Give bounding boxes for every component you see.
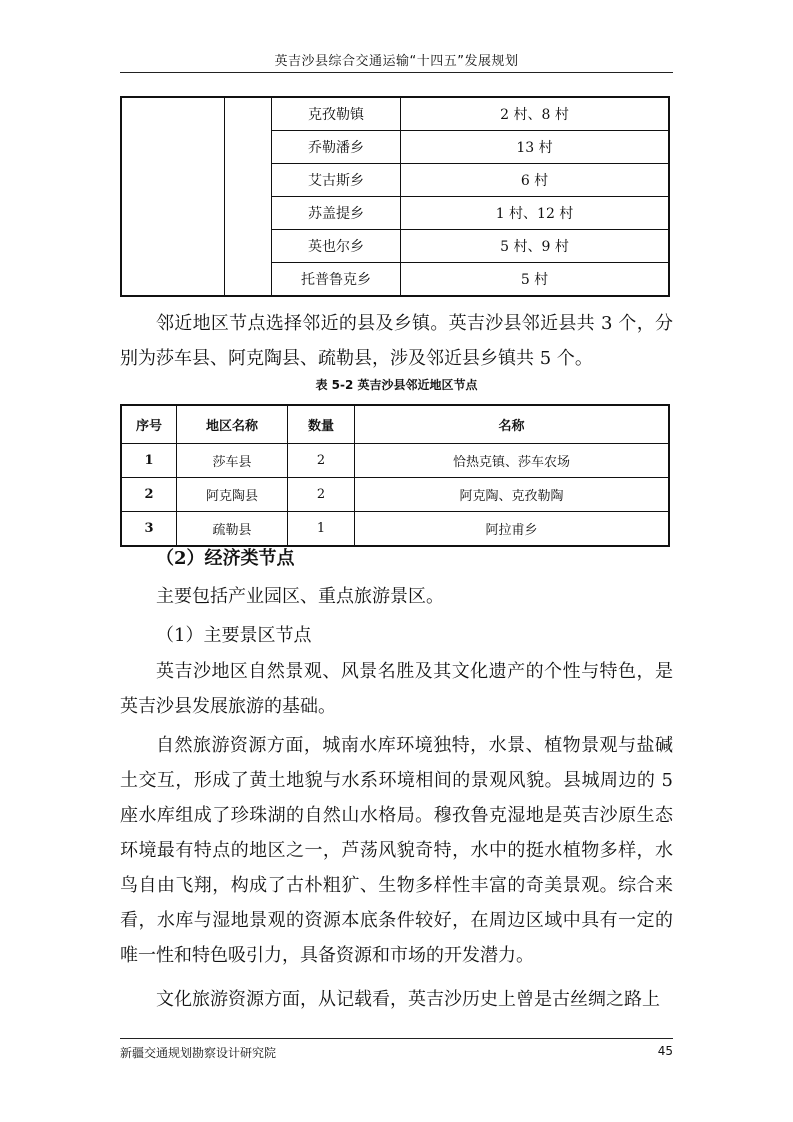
row-region: 阿克陶县	[177, 478, 288, 512]
row-no: 2	[121, 478, 177, 512]
footer-rule	[120, 1038, 673, 1039]
section-heading: （2）经济类节点	[156, 548, 295, 569]
row-no: 3	[121, 512, 177, 547]
village-cell: 5 村、9 村	[401, 230, 670, 263]
row-count: 1	[288, 512, 355, 547]
table-row	[121, 478, 669, 512]
continued-table	[120, 96, 670, 297]
row-names: 阿克陶、克孜勒陶	[355, 478, 670, 512]
table-caption: 表 5-2 英吉沙县邻近地区节点	[315, 378, 478, 392]
village-cell: 1 村、12 村	[401, 197, 670, 230]
neighbor-nodes-table	[120, 404, 670, 547]
township-cell: 艾古斯乡	[272, 164, 401, 197]
paragraph-natural-resources: 自然旅游资源方面，城南水库环境独特，水景、植物景观与盐碱土交互，形成了黄土地貌与水系环境相间的景观风貌。县城周边的 5 座水库组成了珍珠湖的自然山水格局。穆孜鲁克湿地是英吉沙原生态环境最有特点的地区之一，芦荡风貌奇特，水中的挺水植物多样，水鸟自由飞翔，构成了古朴粗犷、生物多样性丰富的奇美景观。综合来看，水库与湿地景观的资源本底条件较好，在周边区域中具有一定的唯一性和特色吸引力，具备资源和市场的开发潜力。	[120, 735, 673, 966]
header-region: 地区名称	[177, 405, 288, 444]
township-cell: 苏盖提乡	[272, 197, 401, 230]
page-number: 45	[657, 1044, 673, 1058]
header-names: 名称	[355, 405, 670, 444]
page-header-title: 英吉沙县综合交通运输“十四五”发展规划	[274, 54, 519, 69]
header-rule	[120, 72, 673, 73]
table-row	[121, 97, 669, 131]
header-count: 数量	[288, 405, 355, 444]
row-count: 2	[288, 444, 355, 478]
table-row	[121, 512, 669, 547]
row-names: 阿拉甫乡	[355, 512, 670, 547]
village-cell: 13 村	[401, 131, 670, 164]
township-cell: 英也尔乡	[272, 230, 401, 263]
village-cell: 5 村	[401, 263, 670, 297]
section-intro: 主要包括产业园区、重点旅游景区。	[156, 586, 444, 607]
merged-cell	[121, 97, 225, 296]
row-names: 恰热克镇、莎车农场	[355, 444, 670, 478]
row-region: 莎车县	[177, 444, 288, 478]
table-row	[121, 444, 669, 478]
row-region: 疏勒县	[177, 512, 288, 547]
township-cell: 克孜勒镇	[272, 97, 401, 131]
header-no: 序号	[121, 405, 177, 444]
merged-cell	[225, 97, 272, 296]
paragraph-scenic-basis: 英吉沙地区自然景观、风景名胜及其文化遗产的个性与特色，是英吉沙县发展旅游的基础。	[120, 661, 673, 717]
village-cell: 6 村	[401, 164, 670, 197]
township-cell: 乔勒潘乡	[272, 131, 401, 164]
table-header-row	[121, 405, 669, 444]
paragraph-cultural-resources: 文化旅游资源方面，从记载看，英吉沙历史上曾是古丝绸之路上	[156, 989, 660, 1010]
subsection-heading: （1）主要景区节点	[156, 625, 312, 646]
footer-organization: 新疆交通规划勘察设计研究院	[120, 1046, 277, 1060]
row-count: 2	[288, 478, 355, 512]
row-no: 1	[121, 444, 177, 478]
village-cell: 2 村、8 村	[401, 97, 670, 131]
paragraph-neighbor-nodes: 邻近地区节点选择邻近的县及乡镇。英吉沙县邻近县共 3 个，分别为莎车县、阿克陶县、疏勒县，涉及邻近县乡镇共 5 个。	[120, 313, 673, 369]
township-cell: 托普鲁克乡	[272, 263, 401, 297]
